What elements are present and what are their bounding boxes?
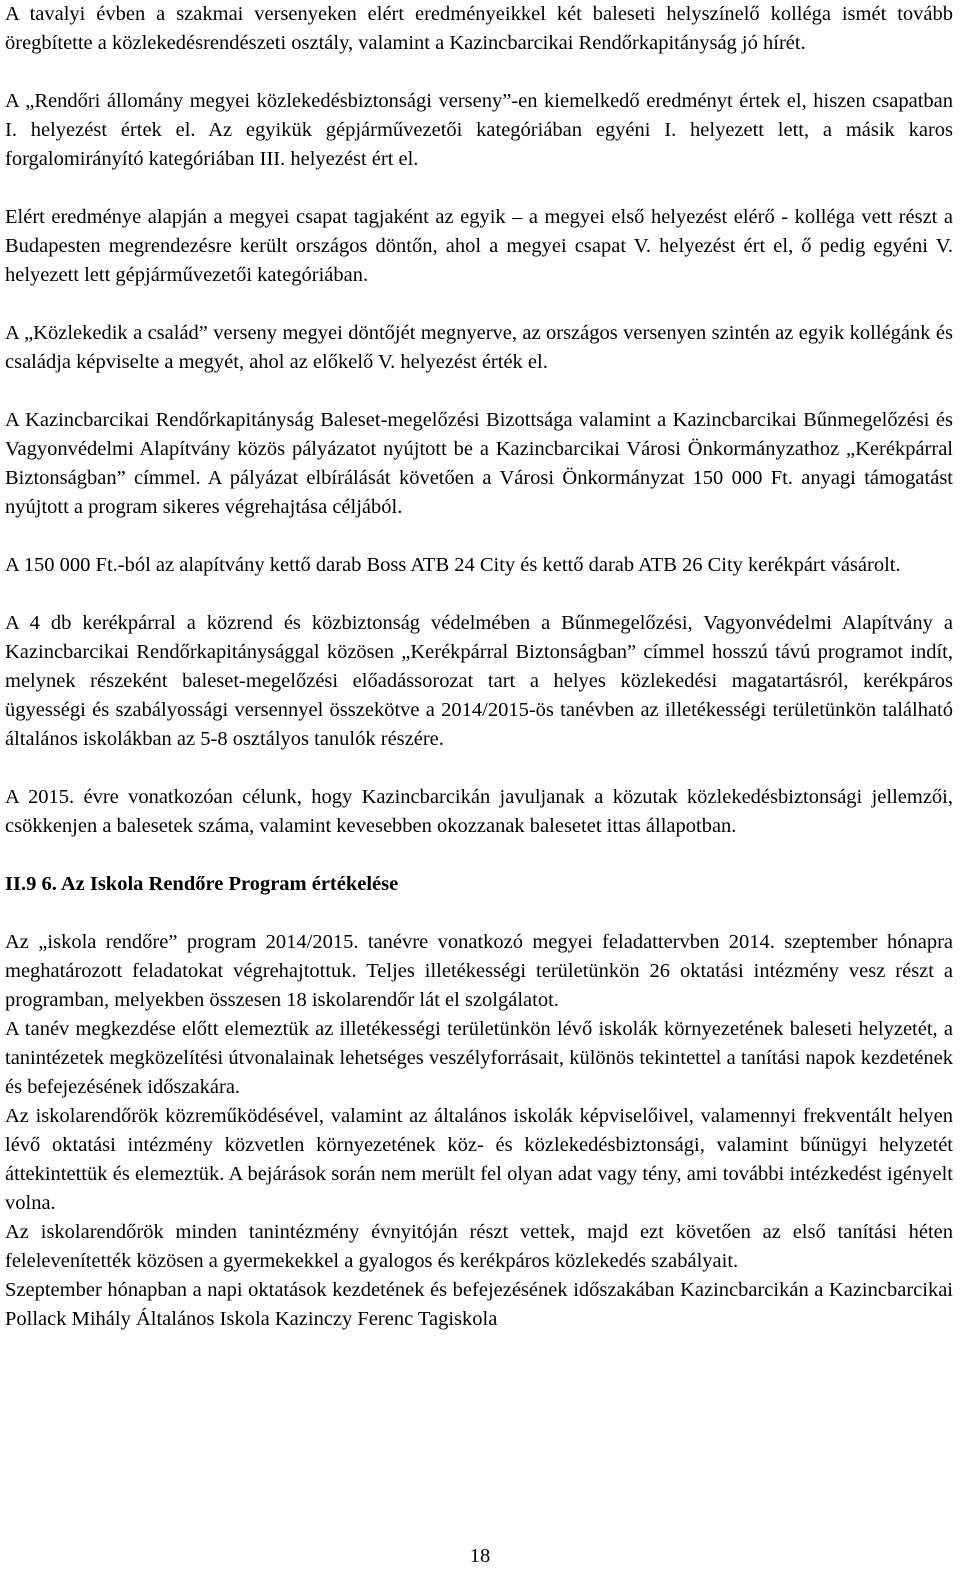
spacer bbox=[5, 899, 953, 928]
section-paragraph-1: Az „iskola rendőre” program 2014/2015. tanévre vonatkozó megyei feladattervben 2014. szeptember hónapra meghatározott feladatokat végrehajtottuk. Teljes illetékességi területünkön 26 oktatási intézmény vesz részt a programban, melyekben összesen 18 iskolarendőr lát el szolgálatot. bbox=[5, 931, 953, 1011]
paragraph-3: Elért eredménye alapján a megyei csapat tagjaként az egyik – a megyei első helyezést elérő - kolléga vett részt a Budapesten megrendezésre került országos döntőn, ahol a megyei csapat V. helyezést ért el, ő pedig egyéni V. helyezett lett gépjárművezetői kategóriában. bbox=[5, 206, 953, 286]
section-paragraph-4: Az iskolarendőrök minden tanintézmény évnyitóján részt vettek, majd ezt követően az első tanítási héten felelevenítették közösen a gyermekekkel a gyalogos és kerékpáros közlekedés szabályait. bbox=[5, 1221, 953, 1272]
paragraph-2: A „Rendőri állomány megyei közlekedésbiztonsági verseny”-en kiemelkedő eredményt értek el, hiszen csapatban I. helyezést értek el. Az egyikük gépjárművezetői kategóriában egyéni I. helyezett lett, a másik karos forgalomirányító kategóriában III. helyezést ért el. bbox=[5, 90, 953, 170]
spacer bbox=[5, 290, 953, 319]
section-heading: II.9 6. Az Iskola Rendőre Program értékelése bbox=[5, 873, 399, 895]
document-page bbox=[5, 0, 953, 1334]
spacer bbox=[5, 841, 953, 870]
paragraph-4: A „Közlekedik a család” verseny megyei döntőjét megnyerve, az országos versenyen szintén az egyik kollégánk és családja képviselte a megyét, ahol az előkelő V. helyezést érték el. bbox=[5, 322, 953, 373]
paragraph-8: A 2015. évre vonatkozóan célunk, hogy Kazincbarcikán javuljanak a közutak közlekedésbiztonsági jellemzői, csökkenjen a balesetek száma, valamint kevesebben okozzanak balesetet ittas állapotban. bbox=[5, 786, 953, 837]
spacer bbox=[5, 580, 953, 609]
spacer bbox=[5, 522, 953, 551]
spacer bbox=[5, 58, 953, 87]
section-paragraph-2: A tanév megkezdése előtt elemeztük az illetékességi területünkön lévő iskolák környezetének baleseti helyzetét, a tanintézetek megközelítési útvonalainak lehetséges veszélyforrásait, különös tekintettel a tanítási napok kezdetének és befejezésének időszakára. bbox=[5, 1018, 953, 1098]
paragraph-1: A tavalyi évben a szakmai versenyeken elért eredményeikkel két baleseti helyszínelő kolléga ismét tovább öregbítette a közlekedésrendészeti osztály, valamint a Kazincbarcikai Rendőrkapitányság jó hírét. bbox=[5, 3, 953, 54]
spacer bbox=[5, 754, 953, 783]
section-paragraph-5: Szeptember hónapban a napi oktatások kezdetének és befejezésének időszakában Kazincbarcikán a Kazincbarcikai Pollack Mihály Általános Iskola Kazinczy Ferenc Tagiskola bbox=[5, 1279, 953, 1330]
section-paragraph-3: Az iskolarendőrök közreműködésével, valamint az általános iskolák képviselőivel, valamennyi frekventált helyen lévő oktatási intézmény közvetlen környezetének köz- és közlekedésbiztonsági, valamint bűnügyi helyzetét áttekintettük és elemeztük. A bejárások során nem merült fel olyan adat vagy tény, ami további intézkedést igényelt volna. bbox=[5, 1105, 953, 1214]
paragraph-5: A Kazincbarcikai Rendőrkapitányság Baleset-megelőzési Bizottsága valamint a Kazincbarcikai Bűnmegelőzési és Vagyonvédelmi Alapítvány közös pályázatot nyújtott be a Kazincbarcikai Városi Önkormányzathoz „Kerékpárral Biztonságban” címmel. A pályázat elbírálását követően a Városi Önkormányzat 150 000 Ft. anyagi támogatást nyújtott a program sikeres végrehajtása céljából. bbox=[5, 409, 953, 518]
page-number: 18 bbox=[469, 1545, 491, 1567]
spacer bbox=[5, 174, 953, 203]
paragraph-6: A 150 000 Ft.-ból az alapítvány kettő darab Boss ATB 24 City és kettő darab ATB 26 City kerékpárt vásárolt. bbox=[5, 554, 901, 576]
spacer bbox=[5, 377, 953, 406]
paragraph-7: A 4 db kerékpárral a közrend és közbiztonság védelmében a Bűnmegelőzési, Vagyonvédelmi Alapítvány a Kazincbarcikai Rendőrkapitánysággal közösen „Kerékpárral Biztonságban” címmel hosszú távú programot indít, melynek részeként baleset-megelőzési előadássorozat tart a helyes közlekedési magatartásról, kerékpáros ügyességi és szabályossági versennyel összekötve a 2014/2015-ös tanévben az illetékességi területünkön található általános iskolákban az 5-8 osztályos tanulók részére. bbox=[5, 612, 953, 750]
